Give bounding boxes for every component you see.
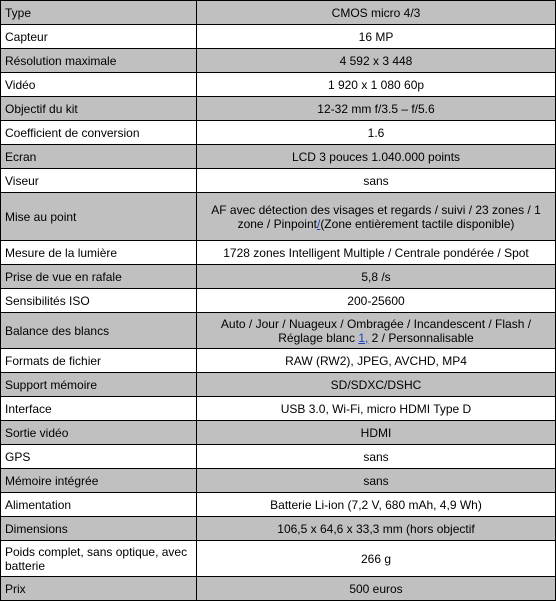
row-label: Support mémoire [1,373,197,397]
row-value: sans [197,445,556,469]
table-row [1,577,556,601]
table-row [1,373,556,397]
table-row [1,25,556,49]
row-label: Prix [1,577,197,601]
row-label: Objectif du kit [1,97,197,121]
row-label: Poids complet, sans optique, avec batterie [1,541,197,577]
row-value: LCD 3 pouces 1.040.000 points [197,145,556,169]
table-row [1,73,556,97]
row-label: Sortie vidéo [1,421,197,445]
row-label: Balance des blancs [1,313,197,349]
row-label: Mémoire intégrée [1,469,197,493]
table-row [1,289,556,313]
table-row [1,193,556,241]
table-row [1,1,556,25]
row-label: Dimensions [1,517,197,541]
row-value: RAW (RW2), JPEG, AVCHD, MP4 [197,349,556,373]
table-row [1,349,556,373]
value-text: AF avec détection des visages et regards / suivi / 23 zones / 1 zone / Pinpoint [211,202,541,231]
row-value: 200-25600 [197,289,556,313]
row-value: 12-32 mm f/3.5 – f/5.6 [197,97,556,121]
table-row [1,121,556,145]
table-row [1,397,556,421]
table-row [1,49,556,73]
table-row [1,169,556,193]
row-label: Coefficient de conversion [1,121,197,145]
row-label: GPS [1,445,197,469]
row-label: Ecran [1,145,197,169]
row-label: Interface [1,397,197,421]
row-label: Mise au point [1,193,197,241]
inline-link[interactable]: / [316,216,321,231]
row-value: 5,8 /s [197,265,556,289]
row-value: USB 3.0, Wi-Fi, micro HDMI Type D [197,397,556,421]
row-label: Viseur [1,169,197,193]
table-row [1,493,556,517]
row-value: sans [197,469,556,493]
table-row [1,445,556,469]
value-text: Auto / Jour / Nuageux / Ombragée / Incandescent / Flash / Réglage blanc [220,316,532,345]
row-label: Mesure de la lumière [1,241,197,265]
row-value: 500 euros [197,577,556,601]
table-row [1,517,556,541]
table-row [1,241,556,265]
table-row [1,145,556,169]
row-value: 1 920 x 1 080 60p [197,73,556,97]
row-value: 266 g [197,541,556,577]
row-label: Capteur [1,25,197,49]
row-value: 1728 zones Intelligent Multiple / Centrale pondérée / Spot [197,241,556,265]
row-value: 4 592 x 3 448 [197,49,556,73]
row-label: Prise de vue en rafale [1,265,197,289]
row-value: 16 MP [197,25,556,49]
row-value [197,193,556,241]
row-label: Type [1,1,197,25]
row-value: 106,5 x 64,6 x 33,3 mm (hors objectif [197,517,556,541]
table-row [1,421,556,445]
inline-link[interactable]: 1, [358,330,369,345]
row-value: SD/SDXC/DSHC [197,373,556,397]
row-value: sans [197,169,556,193]
row-value: Batterie Li-ion (7,2 V, 680 mAh, 4,9 Wh) [197,493,556,517]
row-label: Résolution maximale [1,49,197,73]
row-value: 1.6 [197,121,556,145]
table-row [1,97,556,121]
table-row [1,313,556,349]
row-label: Vidéo [1,73,197,97]
value-text: (Zone entièrement tactile disponible) [320,216,515,231]
row-value [197,313,556,349]
table-row [1,265,556,289]
row-label: Formats de fichier [1,349,197,373]
table-row [1,541,556,577]
row-label: Alimentation [1,493,197,517]
table-row [1,469,556,493]
row-value: HDMI [197,421,556,445]
value-text: 2 / Personnalisable [368,330,474,345]
row-value: CMOS micro 4/3 [197,1,556,25]
row-label: Sensibilités ISO [1,289,197,313]
